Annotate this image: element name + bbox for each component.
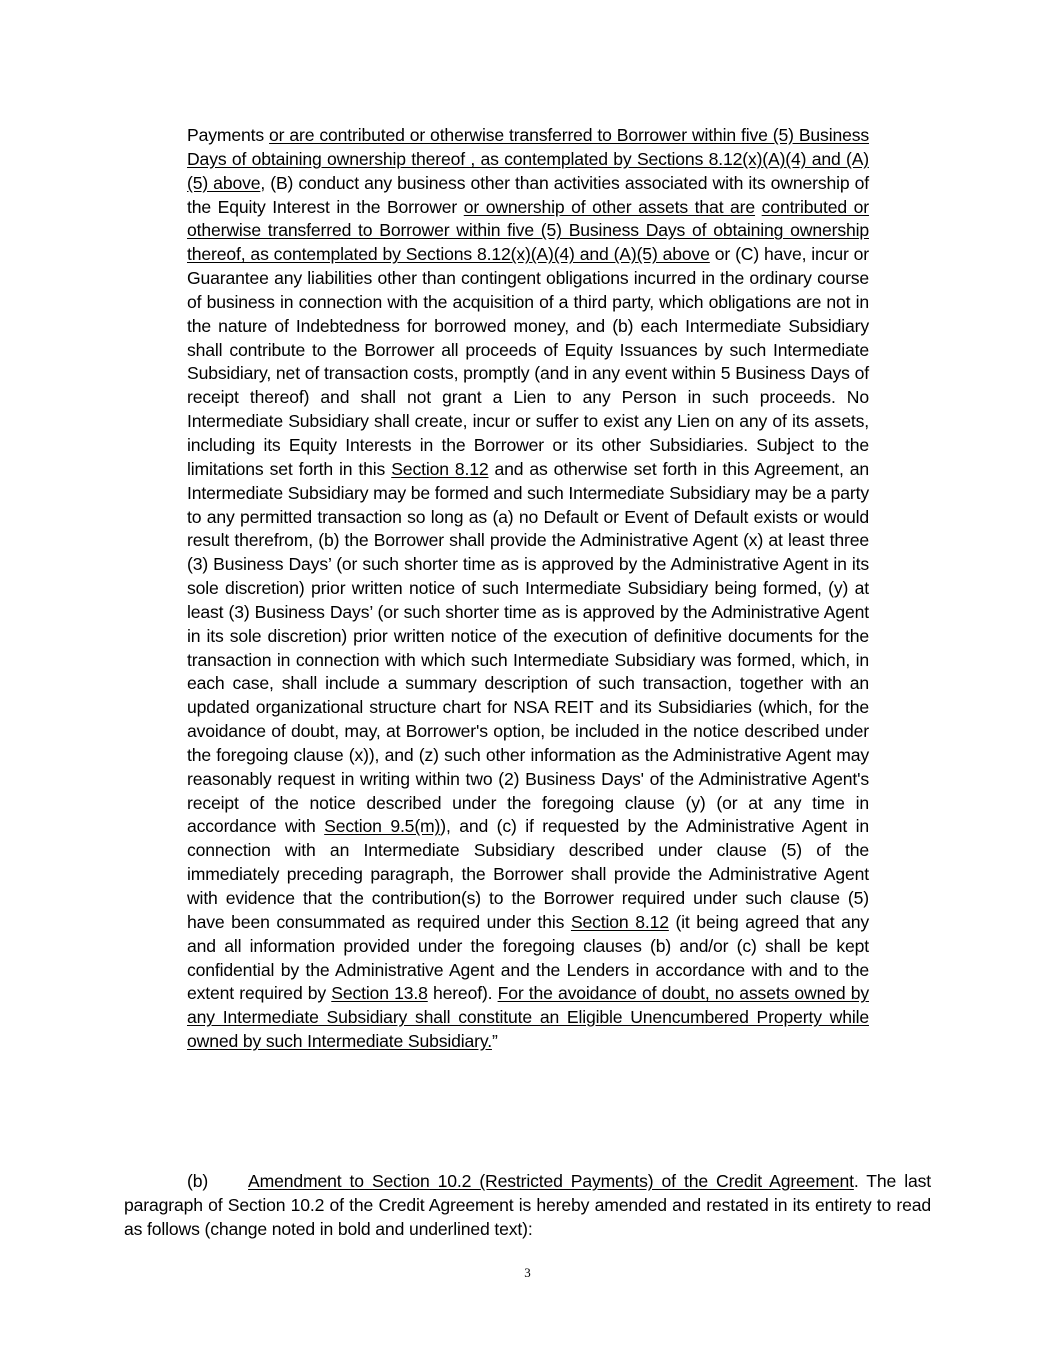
paragraph-label: (b) xyxy=(187,1171,209,1191)
page-number: 3 xyxy=(524,1265,531,1280)
section-reference: Section 8.12 xyxy=(570,911,669,932)
underlined-text-run: For the avoidance of doubt, no assets owned by any Intermediate Subsidiary shall constitute an Eligible Unencumbered Property while owned by such Intermediate Subsidiary. xyxy=(187,983,869,1052)
paragraph-body: . The last paragraph of Section 10.2 of the Credit Agreement is hereby amended and restated in its entirety to read as follows (change noted in bold and underlined text): xyxy=(124,1171,931,1239)
text-run: or (C) have, incur or Guarantee any liabilities other than contingent obligations incurred in the ordinary course of business in connection with the acquisition of a third party, which obligations are not in the nature of Indebtedness for borrowed money, and (b) each Intermediate Subsidiary shall contribute to the Borrower all proceeds of Equity Issuances by such Intermediate Subsidiary, net of transaction costs, promptly (and in any event within 5 Business Days of receipt thereof) and shall not grant a Lien to any Person in such proceeds. No Intermediate Subsidiary shall create, incur or suffer to exist any Lien on any of its assets, including its Equity Interests in the Borrower or its other Subsidiaries. Subject to the limitations set forth in this xyxy=(187,244,869,479)
text-run xyxy=(755,197,762,217)
section-reference: Section 9.5(m) xyxy=(324,816,441,837)
section-reference: Section 13.8 xyxy=(331,983,428,1004)
paragraph-heading: Amendment to Section 10.2 (Restricted Payments) of the Credit Agreement xyxy=(248,1171,854,1191)
text-run: Payments xyxy=(187,125,270,145)
text-run: and as otherwise set forth in this Agreement, an Intermediate Subsidiary may be formed and such Intermediate Subsidiary may be a party to any permitted transaction so long as (a) no Default or Event of Default exists or would result therefrom, (b) the Borrower shall provide the Administrative Agent (x) at least three (3) Business Days’ (or such shorter time as is approved by the Administrative Agent in its sole discretion) prior written notice of such Intermediate Subsidiary being formed, (y) at least (3) Business Days’ (or such shorter time as is approved by the Administrative Agent in its sole discretion) prior written notice of the execution of definitive documents for the transaction in connection with which such Intermediate Subsidiary was formed, which, in each case, shall include a summary description of such transaction, together with an updated organizational structure chart for NSA REIT and its Subsidiaries (which, for the avoidance of doubt, may, at Borrower's option, be included in the notice described under the foregoing clause (x)), and (z) such other information as the Administrative Agent may reasonably request in writing within two (2) Business Days' of the Administrative Agent's receipt of the notice described under the foregoing clause (y) (or at any time in accordance with xyxy=(187,458,870,837)
paragraph-b xyxy=(124,1170,931,1242)
section-reference: Section 8.12 xyxy=(391,458,489,479)
block-quote-paragraph xyxy=(187,124,869,1054)
underlined-text-run: contributed or otherwise transferred to Borrower within five (5) Business Days of obtaining ownership thereof, as contemplated by Sections 8.12(x)(A)(4) and (A)(5) above xyxy=(187,196,870,265)
text-run: ), and (c) if requested by the Administrative Agent in connection with an Intermediate Subsidiary described under clause (5) of the immediately preceding paragraph, the Borrower shall provide the Administrative Agent with evidence that the contribution(s) to the Borrower required under such clause (5) have been consummated as required under this xyxy=(187,816,869,932)
text-run: (it being agreed that any and all information provided under the foregoing clauses (b) and/or (c) shall be kept confidential by the Administrative Agent and the Lenders in accordance with and to the extent required by xyxy=(187,911,869,1004)
underlined-text-run: or are contributed or otherwise transferred to Borrower within five (5) Business Days of obtaining ownership thereof , as contemplated by Sections 8.12(x)(A)(4) and (A)(5) above xyxy=(187,125,870,193)
closing-quote: ” xyxy=(491,1031,498,1052)
underlined-text-run: or ownership of other assets that are xyxy=(463,196,756,217)
text-run: hereof). xyxy=(427,983,498,1004)
text-run: , (B) conduct any business other than activities associated with its ownership of the Equity Interest in the Borrower xyxy=(187,172,869,217)
